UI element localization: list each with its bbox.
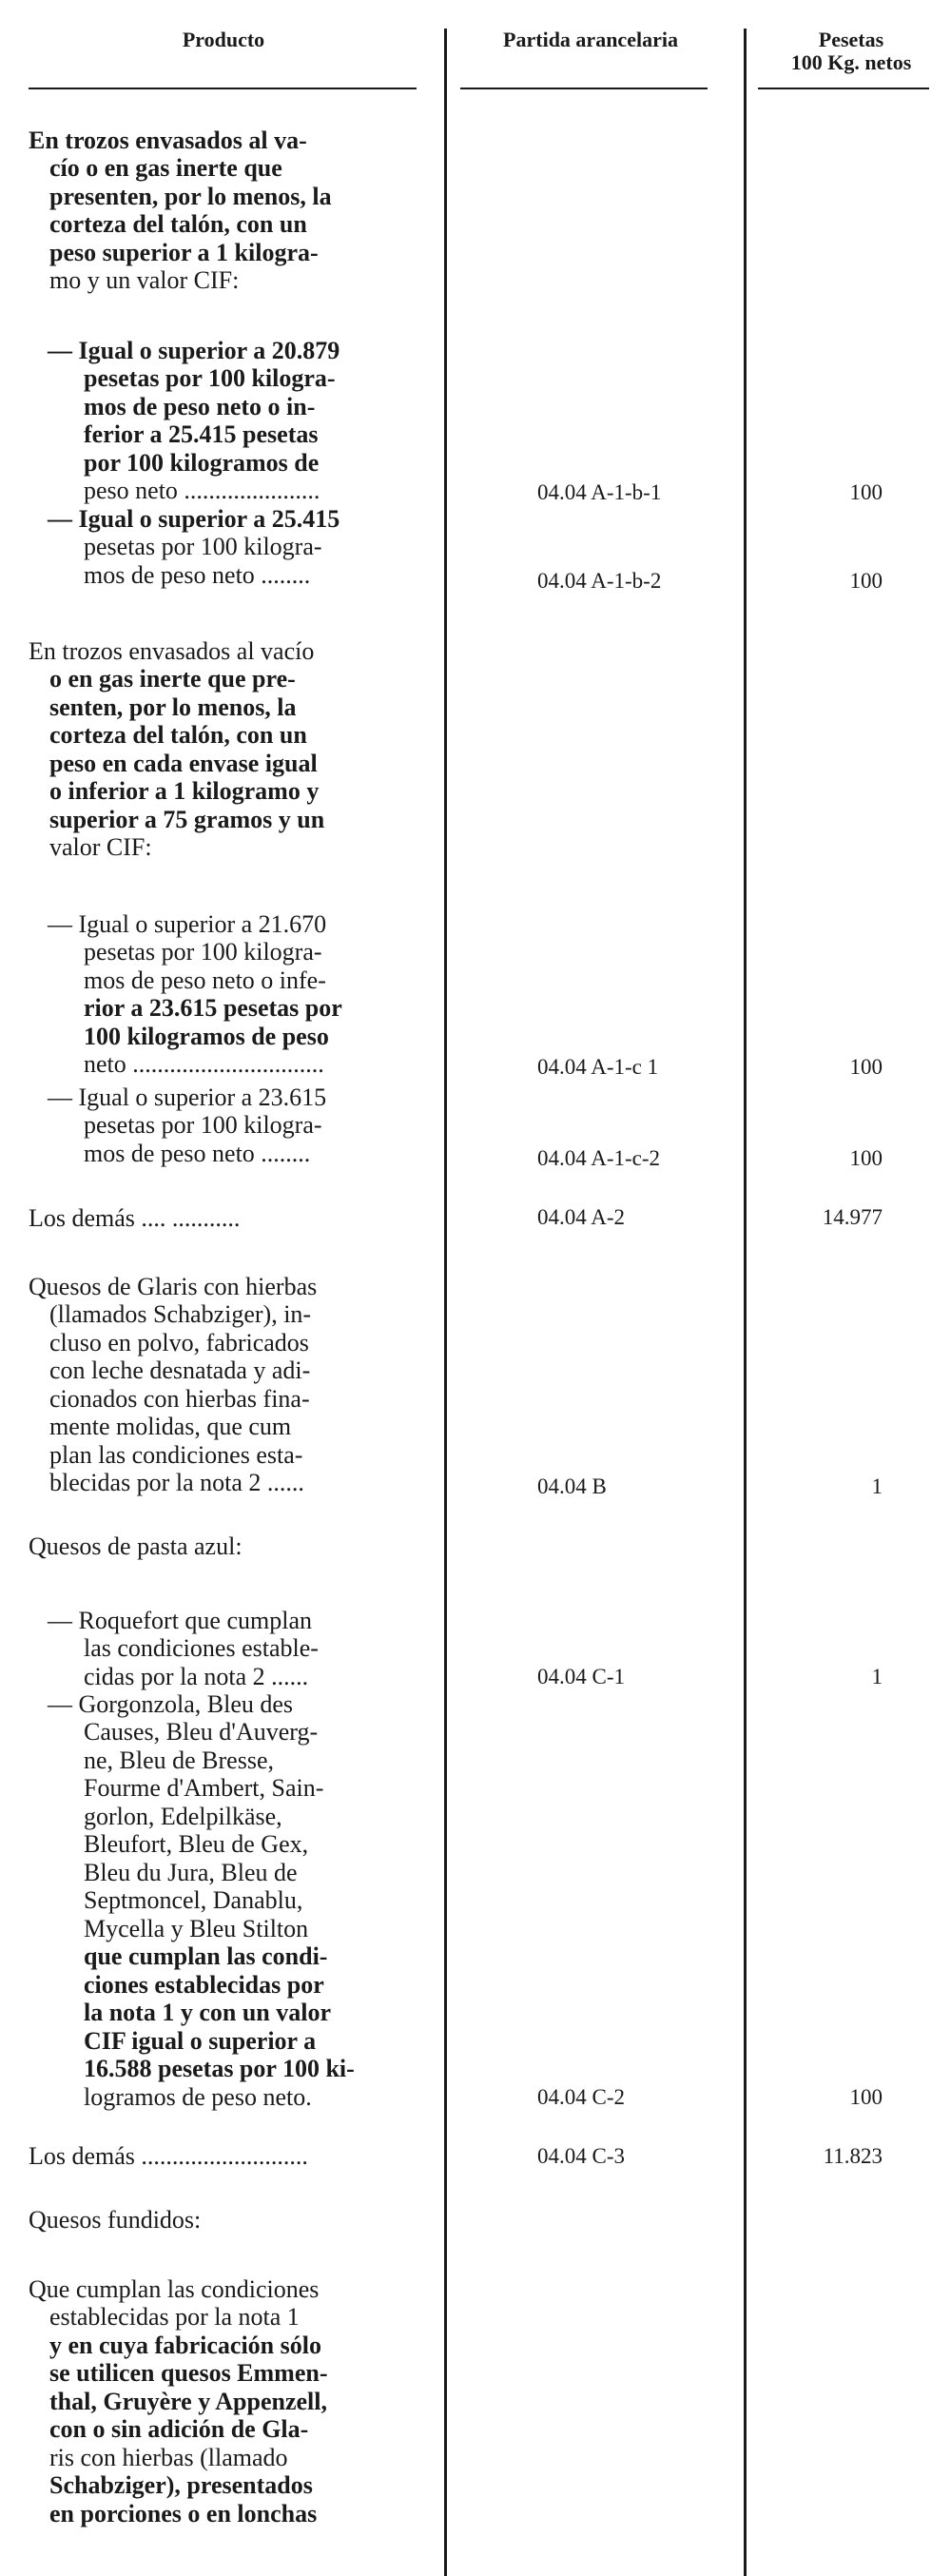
- tariff-code: 04.04 A-1-c-2: [537, 1146, 661, 1170]
- text-line: mos de peso neto ........: [84, 1140, 311, 1167]
- tariff-code: 04.04 A-1-b-1: [537, 480, 662, 504]
- header-pesetas-line2: 100 Kg. netos: [790, 50, 912, 74]
- text-line: logramos de peso neto.: [84, 2083, 312, 2111]
- text-line: 100 kilogramos de peso: [84, 1023, 329, 1050]
- text-line: Los demás ...........................: [29, 2142, 308, 2170]
- text-line: gorlon, Edelpilkäse,: [84, 1803, 282, 1830]
- pesetas-value: 100: [849, 569, 883, 593]
- text-line: Bleu du Jura, Bleu de: [84, 1859, 298, 1886]
- text-line: blecidas por la nota 2 ......: [49, 1469, 304, 1496]
- text-line: presenten, por lo menos, la: [49, 183, 332, 210]
- text-line: valor CIF:: [49, 833, 152, 861]
- text-line: corteza del talón, con un: [49, 210, 307, 238]
- text-line: pesetas por 100 kilogra-: [84, 1111, 322, 1139]
- pesetas-value: 100: [849, 1146, 883, 1170]
- text-line: en porciones o en lonchas: [49, 2500, 318, 2527]
- text-line: — Gorgonzola, Bleu des: [48, 1690, 294, 1718]
- text-line: CIF igual o superior a: [84, 2027, 317, 2055]
- text-line: peso superior a 1 kilogra-: [49, 239, 319, 266]
- tariff-code: 04.04 C-1: [537, 1665, 625, 1688]
- text-line: mos de peso neto ........: [84, 561, 311, 589]
- text-line: con leche desnatada y adi-: [49, 1356, 311, 1384]
- text-line: — Roquefort que cumplan: [48, 1607, 312, 1634]
- pesetas-value: 1: [871, 1474, 883, 1498]
- text-line: Quesos de Glaris con hierbas: [29, 1273, 318, 1300]
- text-line: Que cumplan las condiciones: [29, 2275, 320, 2303]
- text-line: Quesos de pasta azul:: [29, 1532, 243, 1560]
- text-line: mo y un valor CIF:: [49, 266, 240, 294]
- text-line: mos de peso neto o in-: [84, 393, 316, 420]
- pesetas-value: 100: [849, 2085, 883, 2109]
- text-line: neto ...............................: [84, 1050, 324, 1078]
- text-line: En trozos envasados al va-: [29, 127, 307, 154]
- text-line: rior a 23.615 pesetas por: [84, 994, 342, 1022]
- text-line: Fourme d'Ambert, Sain-: [84, 1774, 324, 1802]
- text-line: plan las condiciones esta-: [49, 1441, 303, 1469]
- text-line: Schabziger), presentados: [49, 2471, 313, 2499]
- text-line: corteza del talón, con un: [49, 721, 307, 749]
- text-line: — Igual o superior a 23.615: [48, 1083, 327, 1111]
- text-line: thal, Gruyère y Appenzell,: [49, 2388, 328, 2415]
- pesetas-value: 100: [849, 1055, 883, 1079]
- text-line: establecidas por la nota 1: [49, 2303, 300, 2331]
- text-line: — Igual o superior a 20.879: [48, 337, 340, 364]
- text-line: cionados con hierbas fina-: [49, 1385, 310, 1413]
- text-line: — Igual o superior a 21.670: [48, 910, 327, 938]
- text-line: En trozos envasados al vacío: [29, 637, 315, 665]
- tariff-code: 04.04 B: [537, 1474, 607, 1498]
- text-line: Los demás .... ...........: [29, 1204, 241, 1232]
- tariff-code: 04.04 C-3: [537, 2144, 625, 2168]
- text-line: se utilicen quesos Emmen-: [49, 2359, 328, 2387]
- text-line: pesetas por 100 kilogra-: [84, 364, 336, 392]
- tariff-code: 04.04 A-2: [537, 1205, 625, 1229]
- text-line: cluso en polvo, fabricados: [49, 1329, 309, 1356]
- text-line: pesetas por 100 kilogra-: [84, 938, 322, 966]
- text-line: mente molidas, que cum: [49, 1413, 292, 1440]
- tariff-code: 04.04 A-1-b-2: [537, 569, 662, 593]
- header-producto: Producto: [182, 28, 265, 51]
- text-line: cidas por la nota 2 ......: [84, 1663, 309, 1690]
- text-line: Bleufort, Bleu de Gex,: [84, 1830, 309, 1858]
- text-line: o en gas inerte que pre-: [49, 665, 296, 693]
- column-divider-2: [744, 29, 747, 2576]
- text-line: (llamados Schabziger), in-: [49, 1300, 312, 1328]
- text-line: Quesos fundidos:: [29, 2206, 202, 2234]
- text-line: por 100 kilogramos de: [84, 449, 320, 477]
- text-line: la nota 1 y con un valor: [84, 1999, 332, 2026]
- text-line: Mycella y Bleu Stilton: [84, 1915, 309, 1942]
- text-line: ciones establecidas por: [84, 1971, 324, 1999]
- text-line: con o sin adición de Gla-: [49, 2415, 309, 2443]
- text-line: superior a 75 gramos y un: [49, 806, 325, 833]
- text-line: mos de peso neto o infe-: [84, 966, 326, 994]
- text-line: ris con hierbas (llamado: [49, 2444, 288, 2471]
- text-line: que cumplan las condi-: [84, 1942, 328, 1970]
- header-pesetas-line1: Pesetas: [818, 28, 884, 51]
- text-line: las condiciones estable-: [84, 1634, 319, 1662]
- tariff-code: 04.04 C-2: [537, 2085, 625, 2109]
- pesetas-value: 11.823: [823, 2144, 883, 2168]
- text-line: — Igual o superior a 25.415: [48, 505, 340, 533]
- header-rule-pesetas: [758, 88, 929, 89]
- text-line: 16.588 pesetas por 100 ki-: [84, 2055, 355, 2082]
- text-line: Causes, Bleu d'Auverg-: [84, 1718, 319, 1746]
- pesetas-value: 14.977: [822, 1205, 883, 1229]
- text-line: ne, Bleu de Bresse,: [84, 1747, 275, 1774]
- text-line: cío o en gas inerte que: [49, 154, 282, 182]
- text-line: o inferior a 1 kilogramo y: [49, 777, 320, 805]
- text-line: peso en cada envase igual: [49, 750, 318, 777]
- tariff-code: 04.04 A-1-c 1: [537, 1055, 659, 1079]
- text-line: peso neto ......................: [84, 477, 320, 504]
- pesetas-value: 1: [871, 1665, 883, 1688]
- header-rule-producto: [29, 88, 417, 89]
- header-partida-arancelaria: Partida arancelaria: [503, 28, 678, 51]
- text-line: Septmoncel, Danablu,: [84, 1886, 303, 1914]
- pesetas-value: 100: [849, 480, 883, 504]
- text-line: ferior a 25.415 pesetas: [84, 420, 319, 448]
- column-divider-1: [444, 29, 447, 2576]
- header-pesetas: [756, 29, 946, 74]
- header-rule-partida: [460, 88, 708, 89]
- text-line: pesetas por 100 kilogra-: [84, 533, 322, 560]
- text-line: senten, por lo menos, la: [49, 693, 297, 721]
- text-line: y en cuya fabricación sólo: [49, 2332, 321, 2359]
